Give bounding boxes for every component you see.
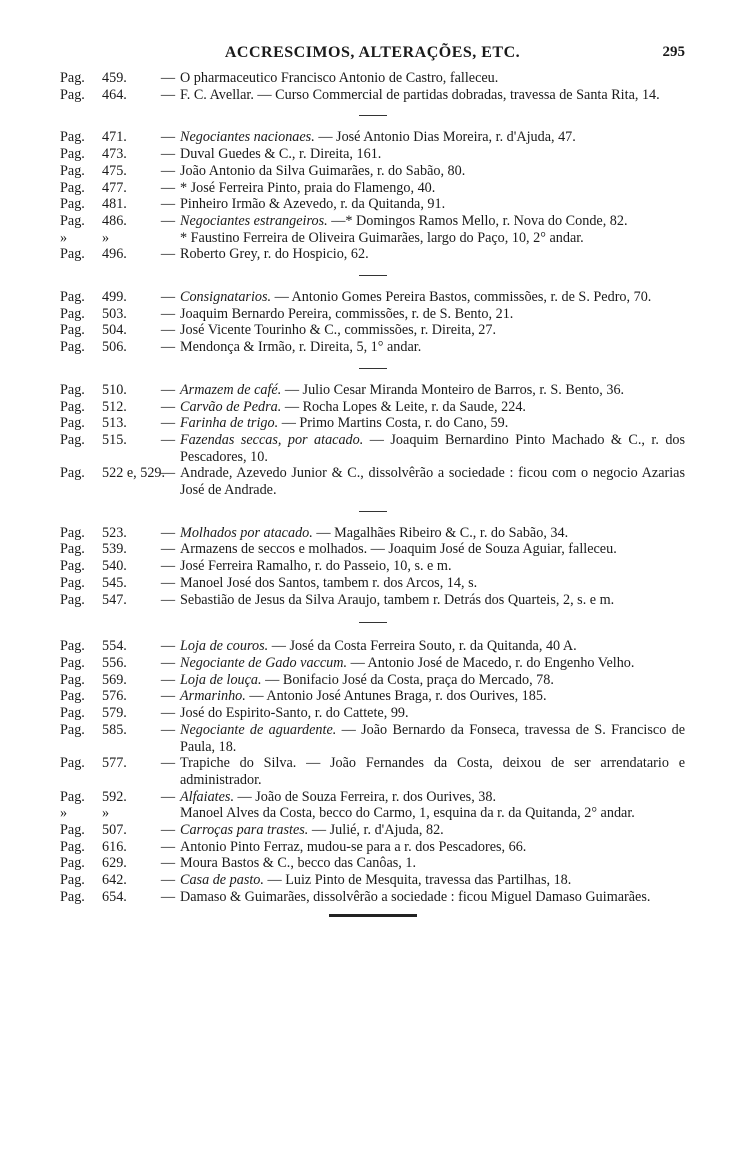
entry-body: — Joaquim Bernardino Pinto Machado & C., r. dos Pescadores, 10.	[180, 431, 686, 465]
entry-text	[180, 805, 685, 822]
entry-page-number: 585.	[102, 721, 127, 738]
entry-page-number: 506.	[102, 339, 127, 356]
entry-text	[180, 705, 685, 722]
entry-dash: —	[160, 755, 176, 772]
entry-page-label: »	[60, 229, 68, 246]
entry-dash: —	[160, 179, 176, 196]
entry-page-number: 576.	[102, 688, 127, 705]
entry-page-label: Pag.	[60, 289, 85, 306]
entry-dash: —	[160, 305, 176, 322]
entry-body: — José Antonio Dias Moreira, r. d'Ajuda, 47.	[318, 129, 576, 146]
entry-dash: —	[160, 381, 176, 398]
entry-text	[180, 789, 685, 806]
entry-row	[60, 70, 685, 87]
entry-category: Carroças para trastes.	[180, 822, 309, 839]
entry-category: Molhados por atacado.	[180, 524, 313, 541]
entry-row	[60, 541, 685, 558]
entry-row	[60, 146, 685, 163]
entry-page-number: 477.	[102, 179, 127, 196]
entry-page-number: 616.	[102, 838, 127, 855]
entry-body: Andrade, Azevedo Junior & C., dissolvêrão a sociedade : ficou com o negocio Azarias José de Andrade.	[180, 465, 685, 499]
page-header	[60, 44, 685, 66]
entry-page-label: Pag.	[60, 888, 85, 905]
entry-row	[60, 672, 685, 689]
entry-row	[60, 872, 685, 889]
entry-dash	[156, 805, 180, 822]
entry-body: F. C. Avellar. — Curso Commercial de partidas dobradas, travessa de Santa Rita, 14.	[180, 86, 660, 103]
entry-page-number: 642.	[102, 872, 127, 889]
entry-page-label: Pag.	[60, 688, 85, 705]
entry-dash: —	[160, 788, 176, 805]
entry-page-label: Pag.	[60, 855, 85, 872]
entry-body: Armazens de seccos e molhados. — Joaquim José de Souza Aguiar, falleceu.	[180, 541, 617, 558]
entry-page-label: Pag.	[60, 574, 85, 591]
entry-row	[60, 558, 685, 575]
entry-dash: —	[160, 162, 176, 179]
entry-category: Alfaiates.	[180, 788, 234, 805]
entry-page-label: Pag.	[60, 339, 85, 356]
entry-row	[60, 839, 685, 856]
entry-page-label: Pag.	[60, 705, 85, 722]
entry-text	[180, 688, 685, 705]
entry-category: Loja de louça.	[180, 671, 262, 688]
entry-body: Duval Guedes & C., r. Direita, 161.	[180, 146, 382, 163]
entry-text	[180, 399, 685, 416]
entry-dash: —	[160, 398, 176, 415]
entry-row	[60, 655, 685, 672]
entry-text	[180, 755, 685, 788]
entry-row	[60, 465, 685, 498]
entry-page-number: 569.	[102, 671, 127, 688]
entry-text	[180, 129, 685, 146]
section-divider	[60, 356, 685, 382]
entry-text	[180, 889, 685, 906]
entry-row	[60, 592, 685, 609]
entry-page-number: 464.	[102, 86, 127, 103]
entry-page-number: 515.	[102, 431, 127, 448]
entry-row	[60, 575, 685, 592]
entry-page-number: 579.	[102, 705, 127, 722]
entry-page-label: Pag.	[60, 212, 85, 229]
entry-page-label: Pag.	[60, 129, 85, 146]
entry-category: Negociantes nacionaes.	[180, 129, 315, 146]
entry-text	[180, 465, 685, 498]
entry-row	[60, 638, 685, 655]
entry-page-number: 473.	[102, 146, 127, 163]
entry-body: José do Espirito-Santo, r. do Cattete, 99.	[180, 705, 409, 722]
section-divider	[60, 608, 685, 638]
entry-category: Negociante de aguardente.	[180, 721, 337, 738]
entry-page-number: 577.	[102, 755, 127, 772]
entry-text	[180, 822, 685, 839]
entry-page-number: 556.	[102, 654, 127, 671]
entry-body: — Antonio José Antunes Braga, r. dos Ourives, 185.	[249, 688, 547, 705]
entry-text	[180, 213, 685, 230]
entry-dash: —	[160, 654, 176, 671]
entry-row	[60, 855, 685, 872]
entry-text	[180, 70, 685, 87]
entry-page-number: »	[102, 229, 110, 246]
entry-row	[60, 805, 685, 822]
entry-page-label: Pag.	[60, 246, 85, 263]
entry-page-label: Pag.	[60, 838, 85, 855]
entry-dash: —	[160, 558, 176, 575]
entry-body: — Antonio José de Macedo, r. do Engenho Velho.	[350, 654, 635, 671]
entry-body: — Julié, r. d'Ajuda, 82.	[311, 822, 444, 839]
entry-dash: —	[160, 688, 176, 705]
entry-dash: —	[160, 705, 176, 722]
entry-page-label: Pag.	[60, 788, 85, 805]
entry-body: — José da Costa Ferreira Souto, r. da Quitanda, 40 A.	[271, 638, 577, 655]
entry-dash: —	[160, 855, 176, 872]
entry-dash: —	[160, 888, 176, 905]
entry-page-number: 654.	[102, 888, 127, 905]
entry-row	[60, 339, 685, 356]
entry-text	[180, 432, 685, 465]
entry-body: João Antonio da Silva Guimarães, r. do Sabão, 80.	[180, 162, 466, 179]
entry-text	[180, 289, 685, 306]
entry-page-number: 481.	[102, 196, 127, 213]
entry-body: — João Bernardo da Fonseca, travessa de S. Francisco de Paula, 18.	[180, 721, 685, 755]
entry-row	[60, 180, 685, 197]
entry-page-number: 459.	[102, 70, 127, 86]
entry-page-number: 486.	[102, 212, 127, 229]
entry-dash: —	[160, 591, 176, 608]
entry-row	[60, 306, 685, 323]
entry-row	[60, 129, 685, 146]
entry-page-label: Pag.	[60, 381, 85, 398]
entry-page-label: Pag.	[60, 162, 85, 179]
entry-row	[60, 163, 685, 180]
entry-row	[60, 322, 685, 339]
entry-text	[180, 638, 685, 655]
entry-dash: —	[160, 465, 176, 482]
entry-category: Fazendas seccas, por atacado.	[180, 431, 364, 448]
entry-row	[60, 289, 685, 306]
entry-dash: —	[160, 196, 176, 213]
section-divider	[60, 499, 685, 525]
end-rule	[60, 906, 685, 922]
entry-row	[60, 688, 685, 705]
entries-list	[60, 70, 685, 922]
entry-category: Farinha de trigo.	[180, 415, 279, 432]
entry-text	[180, 339, 685, 356]
entry-category: Negociantes estrangeiros.	[180, 212, 328, 229]
entry-page-label: Pag.	[60, 305, 85, 322]
entry-dash: —	[160, 721, 176, 738]
entry-text	[180, 872, 685, 889]
entry-text	[180, 855, 685, 872]
entry-page-number: 503.	[102, 305, 127, 322]
entry-text	[180, 525, 685, 542]
entry-page-label: Pag.	[60, 322, 85, 339]
entry-body: — Julio Cesar Miranda Monteiro de Barros, r. S. Bento, 36.	[284, 381, 625, 398]
entry-dash: —	[160, 246, 176, 263]
entry-page-number: 496.	[102, 246, 127, 263]
entry-page-number: 629.	[102, 855, 127, 872]
entry-body: O pharmaceutico Francisco Antonio de Castro, falleceu.	[180, 70, 499, 86]
entry-dash: —	[160, 70, 176, 86]
page-title: ACCRESCIMOS, ALTERAÇÕES, ETC.	[224, 44, 521, 61]
entry-row	[60, 432, 685, 465]
entry-body: * Faustino Ferreira de Oliveira Guimarães, largo do Paço, 10, 2° andar.	[180, 229, 584, 246]
entry-row	[60, 87, 685, 104]
entry-dash: —	[160, 339, 176, 356]
entry-page-label: Pag.	[60, 70, 85, 86]
entry-dash: —	[160, 431, 176, 448]
entry-text	[180, 839, 685, 856]
entry-body: * José Ferreira Pinto, praia do Flamengo, 40.	[180, 179, 436, 196]
entry-text	[180, 592, 685, 609]
entry-dash: —	[160, 541, 176, 558]
entry-page-label: Pag.	[60, 146, 85, 163]
entry-row	[60, 230, 685, 247]
entry-page-label: Pag.	[60, 465, 85, 482]
entry-dash: —	[160, 838, 176, 855]
entry-dash: —	[160, 129, 176, 146]
entry-row	[60, 755, 685, 788]
entry-body: Joaquim Bernardo Pereira, commissões, r. de S. Bento, 21.	[180, 305, 514, 322]
entry-text	[180, 196, 685, 213]
entry-dash: —	[160, 322, 176, 339]
entry-text	[180, 672, 685, 689]
entry-dash: —	[160, 872, 176, 889]
entry-dash: —	[160, 524, 176, 541]
entry-row	[60, 705, 685, 722]
entry-body: — João de Souza Ferreira, r. dos Ourives, 38.	[237, 788, 497, 805]
entry-text	[180, 146, 685, 163]
entry-page-label: Pag.	[60, 558, 85, 575]
entry-row	[60, 382, 685, 399]
entry-category: Armazem de café.	[180, 381, 282, 398]
entry-text	[180, 655, 685, 672]
entry-row	[60, 789, 685, 806]
entry-dash: —	[160, 212, 176, 229]
entry-body: José Vicente Tourinho & C., commissões, r. Direita, 27.	[180, 322, 497, 339]
entry-row	[60, 525, 685, 542]
entry-body: Sebastião de Jesus da Silva Araujo, tambem r. Detrás dos Quarteis, 2, s. e m.	[180, 591, 615, 608]
entry-body: Roberto Grey, r. do Hospicio, 62.	[180, 246, 369, 263]
entry-page-number: 545.	[102, 574, 127, 591]
entry-category: Loja de couros.	[180, 638, 269, 655]
entry-row	[60, 246, 685, 263]
entry-text	[180, 163, 685, 180]
entry-page-number: 513.	[102, 415, 127, 432]
entry-category: Armarinho.	[180, 688, 246, 705]
entry-text	[180, 415, 685, 432]
entry-text	[180, 322, 685, 339]
entry-body: —* Domingos Ramos Mello, r. Nova do Conde, 82.	[331, 212, 628, 229]
entry-page-label: Pag.	[60, 398, 85, 415]
entry-body: Manoel José dos Santos, tambem r. dos Arcos, 14, s.	[180, 574, 478, 591]
entry-page-label: Pag.	[60, 196, 85, 213]
entry-page-number: 539.	[102, 541, 127, 558]
entry-row	[60, 196, 685, 213]
entry-dash: —	[160, 574, 176, 591]
entry-dash: —	[160, 671, 176, 688]
entry-row	[60, 722, 685, 755]
entry-body: — Antonio Gomes Pereira Bastos, commissões, r. de S. Pedro, 70.	[274, 289, 652, 306]
entry-page-number: 471.	[102, 129, 127, 146]
entry-body: — Luiz Pinto de Mesquita, travessa das Partilhas, 18.	[267, 872, 572, 889]
entry-text	[180, 575, 685, 592]
entry-dash: —	[160, 146, 176, 163]
entry-dash: —	[160, 638, 176, 655]
entry-page-label: Pag.	[60, 822, 85, 839]
entry-body: Mendonça & Irmão, r. Direita, 5, 1° andar.	[180, 339, 422, 356]
entry-page-number: 475.	[102, 162, 127, 179]
entry-body: José Ferreira Ramalho, r. do Passeio, 10, s. e m.	[180, 558, 452, 575]
entry-body: — Magalhães Ribeiro & C., r. do Sabão, 34.	[316, 524, 569, 541]
entry-page-number: 507.	[102, 822, 127, 839]
entry-page-number: 512.	[102, 398, 127, 415]
entry-body: Damaso & Guimarães, dissolvêrão a sociedade : ficou Miguel Damaso Guimarães.	[180, 888, 651, 905]
entry-page-number: 554.	[102, 638, 127, 655]
entry-text	[180, 87, 685, 104]
entry-body: Trapiche do Silva. — João Fernandes da Costa, deixou de ser arrendatario e administrador.	[180, 755, 685, 788]
entry-text	[180, 722, 685, 755]
entry-page-label: Pag.	[60, 671, 85, 688]
entry-page-number: 547.	[102, 591, 127, 608]
entry-dash	[156, 230, 180, 247]
entry-page-number: »	[102, 805, 110, 822]
entry-dash: —	[160, 289, 176, 306]
entry-category: Negociante de Gado vaccum.	[180, 654, 348, 671]
entry-text	[180, 306, 685, 323]
entry-category: Casa de pasto.	[180, 872, 264, 889]
section-divider	[60, 103, 685, 129]
entry-text	[180, 180, 685, 197]
entry-page-label: Pag.	[60, 755, 85, 772]
entry-body: Manoel Alves da Costa, becco do Carmo, 1, esquina da r. da Quitanda, 2° andar.	[180, 805, 635, 822]
entry-page-label: Pag.	[60, 638, 85, 655]
entry-page-label: Pag.	[60, 721, 85, 738]
page-number: 295	[662, 44, 685, 60]
entry-body: Antonio Pinto Ferraz, mudou-se para a r. dos Pescadores, 66.	[180, 838, 527, 855]
entry-dash: —	[160, 822, 176, 839]
entry-category: Consignatarios.	[180, 289, 272, 306]
entry-row	[60, 889, 685, 906]
entry-text	[180, 246, 685, 263]
entry-body: — Primo Martins Costa, r. do Cano, 59.	[281, 415, 509, 432]
entry-row	[60, 415, 685, 432]
entry-body: Pinheiro Irmão & Azevedo, r. da Quitanda, 91.	[180, 196, 446, 213]
entry-body: Moura Bastos & C., becco das Canôas, 1.	[180, 855, 417, 872]
entry-page-number: 504.	[102, 322, 127, 339]
entry-row	[60, 822, 685, 839]
entry-category: Carvão de Pedra.	[180, 398, 282, 415]
entry-body: — Bonifacio José da Costa, praça do Mercado, 78.	[265, 671, 554, 688]
entry-dash: —	[160, 86, 176, 103]
entry-dash: —	[160, 415, 176, 432]
entry-page-label: Pag.	[60, 591, 85, 608]
entry-page-number: 592.	[102, 788, 127, 805]
entry-page-label: »	[60, 805, 68, 822]
entry-row	[60, 399, 685, 416]
entry-text	[180, 230, 685, 247]
entry-body: — Rocha Lopes & Leite, r. da Saude, 224.	[284, 398, 526, 415]
entry-page-number: 540.	[102, 558, 127, 575]
entry-page-label: Pag.	[60, 872, 85, 889]
entry-text	[180, 558, 685, 575]
entry-page-label: Pag.	[60, 654, 85, 671]
entry-page-label: Pag.	[60, 179, 85, 196]
entry-row	[60, 213, 685, 230]
entry-text	[180, 541, 685, 558]
entry-page-number: 523.	[102, 524, 127, 541]
entry-page-number: 522 e, 529.	[102, 465, 166, 482]
entry-page-number: 499.	[102, 289, 127, 306]
entry-page-label: Pag.	[60, 415, 85, 432]
entry-page-number: 510.	[102, 381, 127, 398]
entry-page-label: Pag.	[60, 541, 85, 558]
section-divider	[60, 263, 685, 289]
entry-text	[180, 382, 685, 399]
entry-page-label: Pag.	[60, 524, 85, 541]
entry-page-label: Pag.	[60, 86, 85, 103]
entry-page-label: Pag.	[60, 431, 85, 448]
